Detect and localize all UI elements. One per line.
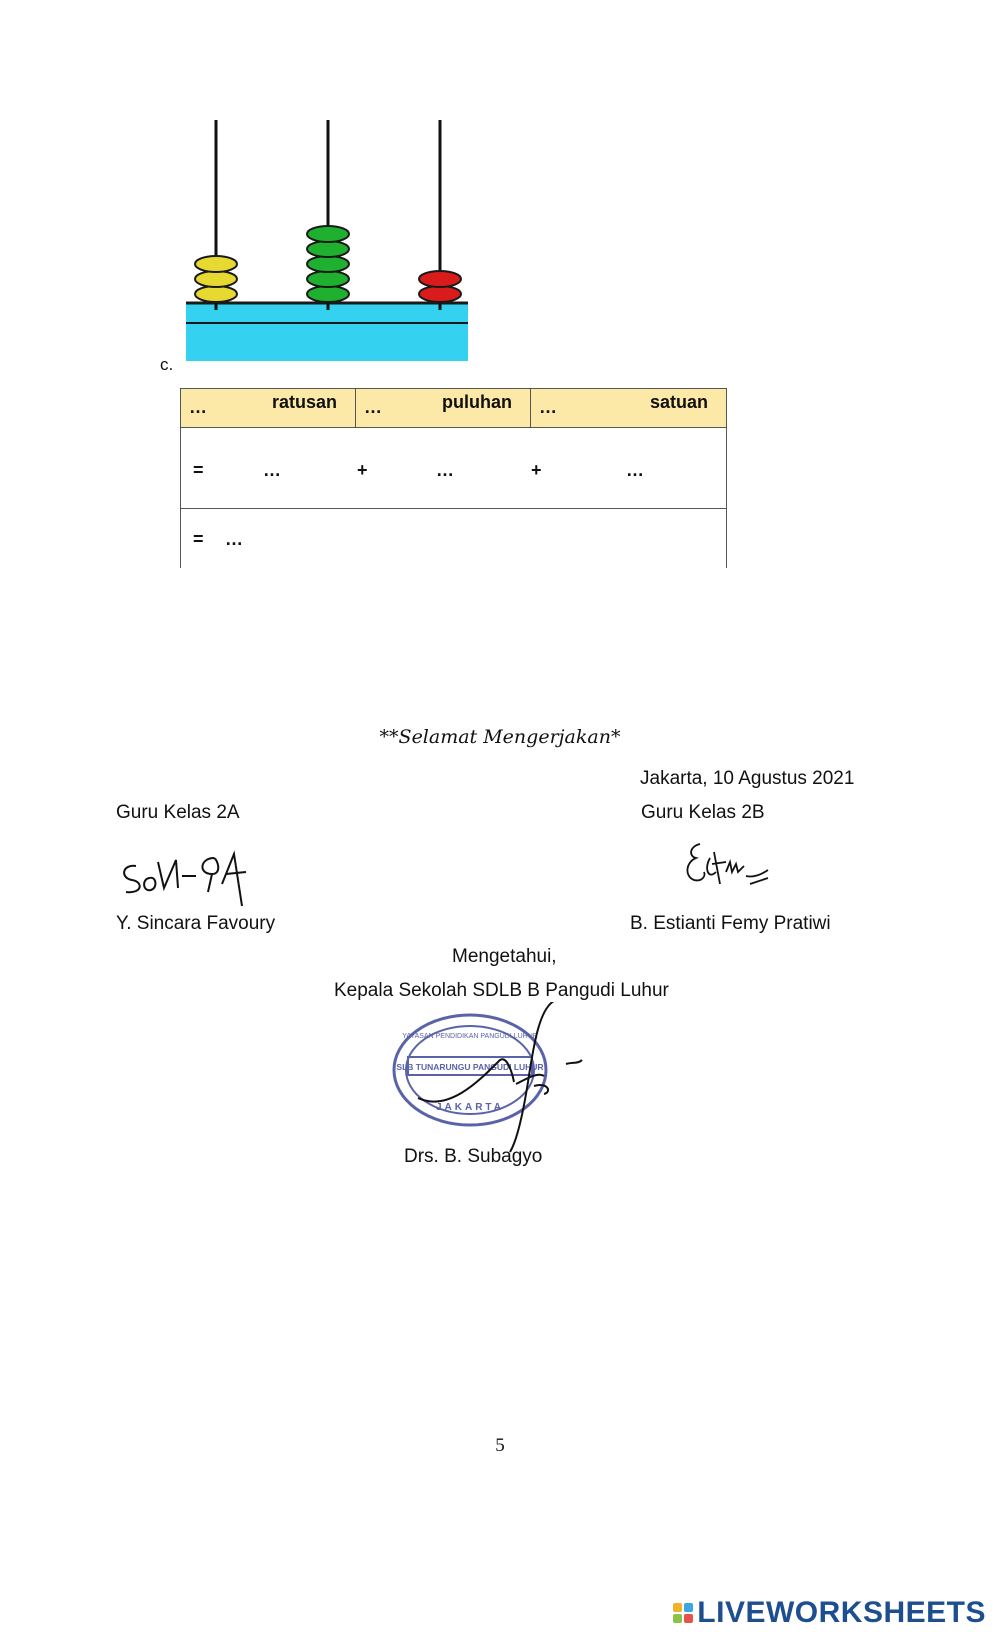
blank-term-3[interactable]: …: [626, 460, 644, 480]
plus-sign: +: [531, 460, 542, 480]
blank-hundreds[interactable]: …: [189, 397, 207, 417]
closing-message: **Selamat Mengerjakan*: [379, 726, 621, 748]
blank-ones[interactable]: …: [539, 397, 557, 417]
left-name: Y. Sincara Favoury: [116, 913, 276, 934]
blank-result[interactable]: …: [225, 529, 243, 549]
blank-term-2[interactable]: …: [436, 460, 454, 480]
bead-ones: [419, 271, 461, 287]
liveworksheets-logo[interactable]: [673, 1596, 986, 1630]
bead-ones: [419, 286, 461, 302]
equals-sign: =: [193, 460, 204, 480]
place-value-table: [180, 388, 727, 568]
place-date: Jakarta, 10 Agustus 2021: [640, 768, 855, 789]
equals-sign: =: [193, 529, 204, 549]
bead-hundreds: [195, 256, 237, 272]
plus-sign: +: [357, 460, 368, 480]
page-number: 5: [495, 1435, 505, 1456]
header-ones: [530, 388, 727, 428]
right-signature: [680, 832, 780, 902]
blank-tens[interactable]: …: [364, 397, 382, 417]
expanded-form-row: [180, 428, 727, 509]
left-signature: [118, 848, 258, 910]
result-row: [180, 509, 727, 568]
acknowledge-label: Mengetahui,: [452, 946, 557, 967]
brand-name: LIVEWORKSHEETS: [697, 1596, 986, 1629]
left-role: Guru Kelas 2A: [116, 802, 240, 823]
header-tens: [355, 388, 531, 428]
bead-hundreds: [195, 271, 237, 287]
label-satuan: satuan: [649, 392, 708, 412]
stamp-bottom-text: JAKARTA: [435, 1102, 505, 1113]
principal-role: Kepala Sekolah SDLB B Pangudi Luhur: [334, 980, 669, 1001]
bead-tens: [307, 256, 349, 272]
abacus-illustration: [186, 120, 486, 380]
label-puluhan: puluhan: [442, 392, 512, 412]
stamp-top-text: YAYASAN PENDIDIKAN PANGUDI LUHUR: [402, 1033, 538, 1040]
school-stamp: [388, 1002, 608, 1154]
right-role: Guru Kelas 2B: [641, 802, 765, 823]
bead-tens: [307, 286, 349, 302]
label-ratusan: ratusan: [271, 392, 337, 412]
bead-tens: [307, 271, 349, 287]
exercise-label: c.: [160, 355, 174, 374]
bead-tens: [307, 241, 349, 257]
right-name: B. Estianti Femy Pratiwi: [630, 913, 831, 934]
blank-term-1[interactable]: …: [263, 460, 281, 480]
bead-tens: [307, 226, 349, 242]
header-hundreds: [180, 388, 356, 428]
stamp-center-text: SLB TUNARUNGU PANGUDI LUHUR: [396, 1062, 544, 1072]
logo-blocks-icon: [673, 1603, 693, 1623]
abacus-base: [186, 303, 468, 361]
principal-name: Drs. B. Subagyo: [404, 1146, 543, 1167]
bead-hundreds: [195, 286, 237, 302]
